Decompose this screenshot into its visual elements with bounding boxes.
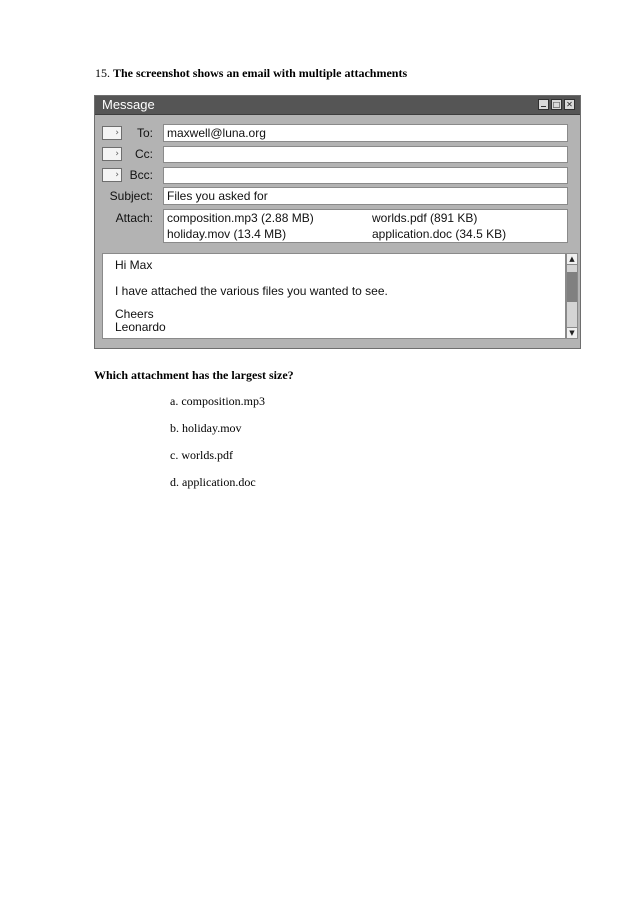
bcc-label: Bcc: <box>129 168 153 182</box>
body-scrollbar[interactable] <box>566 253 578 339</box>
minimize-icon[interactable] <box>538 99 549 110</box>
scroll-up-icon[interactable]: ▲ <box>567 254 577 265</box>
answer-option-b: b. holiday.mov <box>170 421 242 435</box>
attachment-item[interactable]: worlds.pdf (891 KB) <box>372 211 478 225</box>
close-icon[interactable]: ✕ <box>564 99 575 110</box>
to-field[interactable]: maxwell@luna.org <box>163 124 568 142</box>
question-header-text: The screenshot shows an email with multiple attachments <box>113 66 408 80</box>
subject-label: Subject: <box>109 189 153 203</box>
attach-label: Attach: <box>115 211 153 225</box>
scroll-down-icon[interactable]: ▼ <box>567 327 577 338</box>
email-window <box>94 95 581 349</box>
body-line: Hi Max <box>115 258 153 272</box>
cc-field[interactable] <box>163 146 568 163</box>
window-title: Message <box>102 97 155 112</box>
attachment-item[interactable]: composition.mp3 (2.88 MB) <box>167 211 314 225</box>
answer-option-c: c. worlds.pdf <box>170 448 233 462</box>
to-address-book-button[interactable]: › <box>102 126 122 140</box>
bcc-address-book-button[interactable]: › <box>102 168 122 182</box>
subject-field[interactable]: Files you asked for <box>163 187 568 205</box>
attachment-item[interactable]: holiday.mov (13.4 MB) <box>167 227 287 241</box>
body-line: I have attached the various files you wanted to see. <box>115 284 388 298</box>
question-text: Which attachment has the largest size? <box>94 368 294 382</box>
scrollbar-thumb[interactable] <box>567 272 577 302</box>
attachment-item[interactable]: application.doc (34.5 KB) <box>372 227 507 241</box>
question-number: 15. <box>95 66 110 80</box>
to-label: To: <box>136 126 153 140</box>
answer-option-a: a. composition.mp3 <box>170 394 265 408</box>
answer-option-d: d. application.doc <box>170 475 256 489</box>
body-line: Cheers <box>115 307 154 321</box>
attachments-list <box>163 209 568 243</box>
cc-address-book-button[interactable]: › <box>102 147 122 161</box>
bcc-field[interactable] <box>163 167 568 184</box>
message-body[interactable] <box>102 253 566 339</box>
body-line: Leonardo <box>115 320 166 334</box>
maximize-icon[interactable]: □ <box>552 100 561 109</box>
cc-label: Cc: <box>135 147 153 161</box>
window-titlebar[interactable] <box>95 96 580 115</box>
question-header <box>95 66 407 81</box>
